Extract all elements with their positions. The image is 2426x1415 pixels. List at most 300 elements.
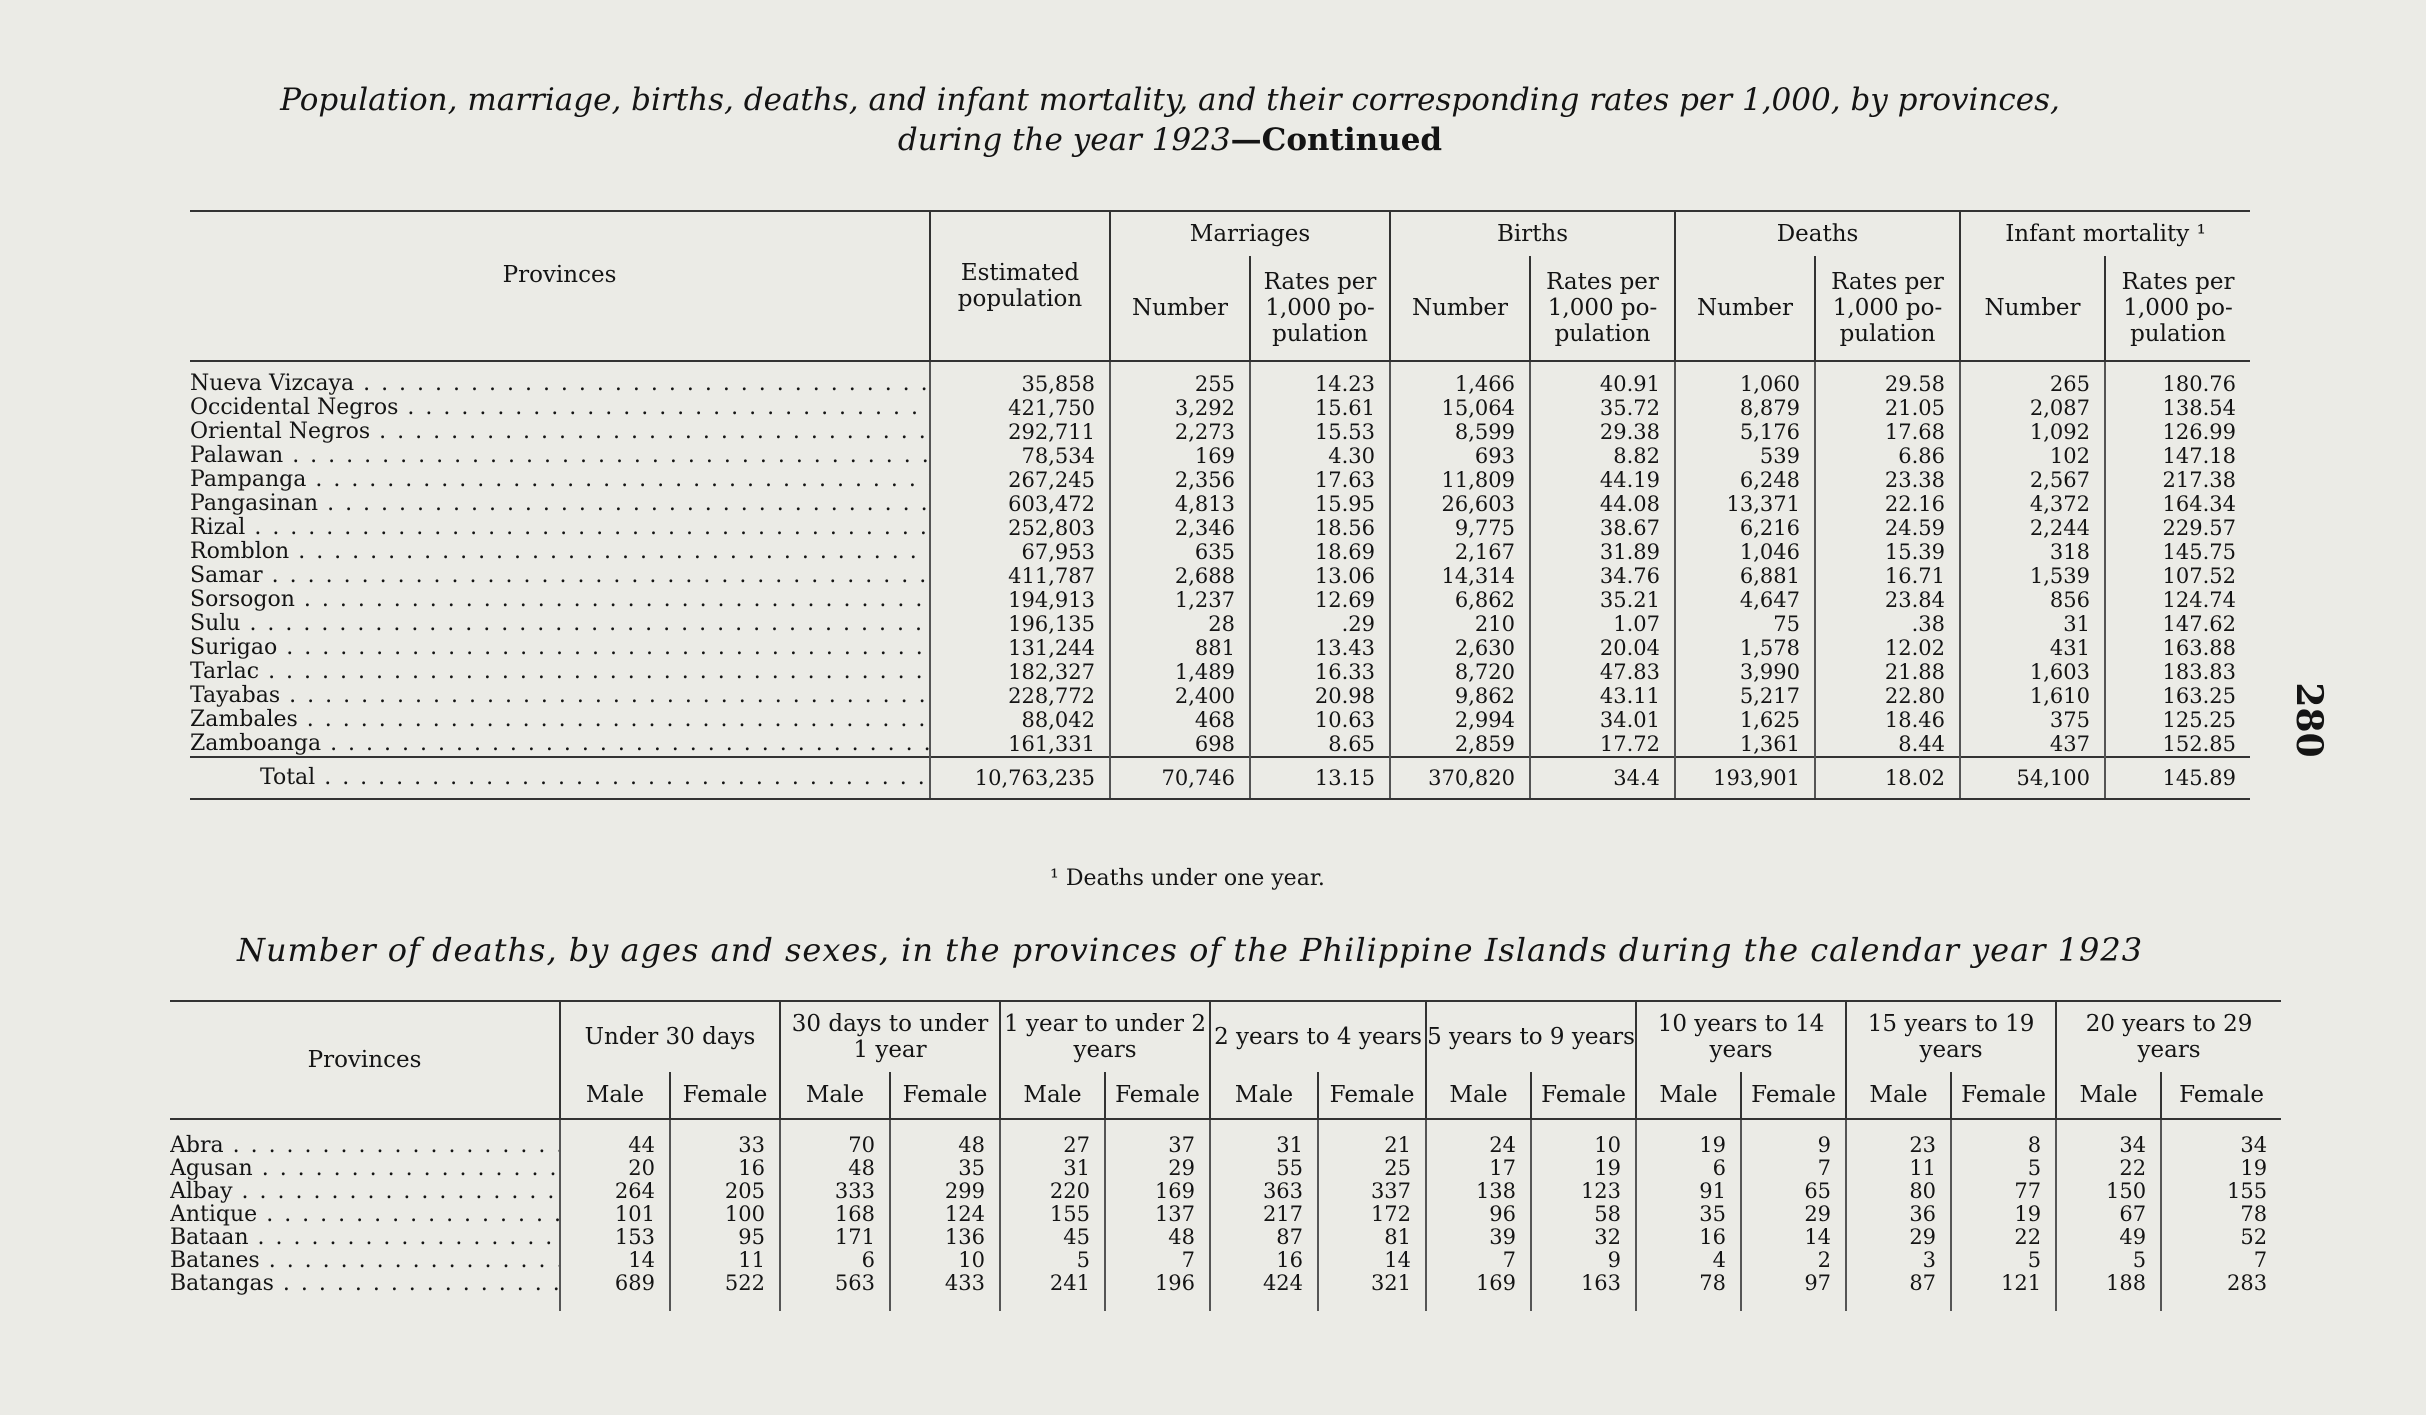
cell-infant-number: 54,100 bbox=[1960, 757, 2105, 799]
cell-births-number: 8,599 bbox=[1390, 420, 1530, 444]
cell-female: 78 bbox=[2161, 1203, 2281, 1226]
cell-births-rate: 44.19 bbox=[1530, 468, 1675, 492]
cell-marriages-rate: 17.63 bbox=[1250, 468, 1390, 492]
header-provinces: Provinces bbox=[190, 211, 930, 361]
province-name bbox=[190, 516, 930, 540]
header2-male: Male bbox=[1846, 1072, 1951, 1119]
cell-female: 433 bbox=[890, 1272, 1000, 1311]
table-row bbox=[170, 1157, 2281, 1180]
header2-male: Male bbox=[780, 1072, 890, 1119]
cell-female: 10 bbox=[1531, 1119, 1636, 1157]
cell-infant-rate: 163.25 bbox=[2105, 684, 2250, 708]
cell-births-rate: 34.01 bbox=[1530, 708, 1675, 732]
province-label: Abra . . . bbox=[170, 1133, 560, 1157]
cell-deaths-number: 6,216 bbox=[1675, 516, 1815, 540]
header-infant-mortality: Infant mortality ¹ bbox=[1960, 211, 2250, 256]
header2-male: Male bbox=[2056, 1072, 2161, 1119]
province-name bbox=[190, 588, 930, 612]
province-name bbox=[190, 361, 930, 396]
cell-marriages-number: 2,346 bbox=[1110, 516, 1250, 540]
cell-deaths-number: 6,248 bbox=[1675, 468, 1815, 492]
cell-male: 45 bbox=[1000, 1226, 1105, 1249]
cell-marriages-rate: 13.43 bbox=[1250, 636, 1390, 660]
cell-female: 37 bbox=[1105, 1119, 1210, 1157]
deaths-by-age-table bbox=[170, 1000, 2281, 1311]
cell-infant-number: 31 bbox=[1960, 612, 2105, 636]
province-name bbox=[190, 612, 930, 636]
cell-infant-rate: 145.89 bbox=[2105, 757, 2250, 799]
cell-male: 87 bbox=[1210, 1226, 1318, 1249]
cell-male: 23 bbox=[1846, 1119, 1951, 1157]
cell-births-number: 370,820 bbox=[1390, 757, 1530, 799]
cell-infant-rate: 163.88 bbox=[2105, 636, 2250, 660]
cell-marriages-number: 1,489 bbox=[1110, 660, 1250, 684]
header-infant-rate: Rates per 1,000 po- pulation bbox=[2105, 256, 2250, 361]
cell-female: 5 bbox=[1951, 1157, 2056, 1180]
cell-deaths-rate: 23.38 bbox=[1815, 468, 1960, 492]
cell-male: 17 bbox=[1426, 1157, 1531, 1180]
header2-male: Male bbox=[1210, 1072, 1318, 1119]
province-name bbox=[170, 1249, 560, 1272]
cell-female: 14 bbox=[1741, 1226, 1846, 1249]
cell-female: 522 bbox=[670, 1272, 780, 1311]
cell-male: 3 bbox=[1846, 1249, 1951, 1272]
cell-births-rate: 47.83 bbox=[1530, 660, 1675, 684]
cell-male: 44 bbox=[560, 1119, 670, 1157]
province-label: Tarlac . . . bbox=[190, 660, 930, 684]
province-label: Rizal . . . bbox=[190, 516, 930, 540]
province-label: Samar . . . bbox=[190, 564, 930, 588]
cell-female: 137 bbox=[1105, 1203, 1210, 1226]
cell-male: 36 bbox=[1846, 1203, 1951, 1226]
table-row bbox=[170, 1272, 2281, 1311]
cell-infant-rate: 164.34 bbox=[2105, 492, 2250, 516]
cell-infant-rate: 126.99 bbox=[2105, 420, 2250, 444]
province-name bbox=[170, 1119, 560, 1157]
header-marriages-number: Number bbox=[1110, 256, 1250, 361]
cell-population: 131,244 bbox=[930, 636, 1110, 660]
cell-infant-rate: 152.85 bbox=[2105, 732, 2250, 757]
table-row bbox=[190, 516, 2250, 540]
cell-deaths-number: 1,625 bbox=[1675, 708, 1815, 732]
header2-female: Female bbox=[1318, 1072, 1426, 1119]
cell-female: 121 bbox=[1951, 1272, 2056, 1311]
cell-female: 9 bbox=[1531, 1249, 1636, 1272]
cell-female: 35 bbox=[890, 1157, 1000, 1180]
header2-female: Female bbox=[890, 1072, 1000, 1119]
province-name bbox=[190, 564, 930, 588]
cell-male: 563 bbox=[780, 1272, 890, 1311]
cell-male: 4 bbox=[1636, 1249, 1741, 1272]
cell-female: 48 bbox=[890, 1119, 1000, 1157]
cell-marriages-rate: 14.23 bbox=[1250, 361, 1390, 396]
header2-female: Female bbox=[1741, 1072, 1846, 1119]
cell-male: 169 bbox=[1426, 1272, 1531, 1311]
cell-female: 19 bbox=[2161, 1157, 2281, 1180]
table-row bbox=[190, 660, 2250, 684]
header2-female: Female bbox=[1531, 1072, 1636, 1119]
province-name bbox=[190, 444, 930, 468]
cell-female: 169 bbox=[1105, 1180, 1210, 1203]
cell-births-rate: 31.89 bbox=[1530, 540, 1675, 564]
cell-male: 689 bbox=[560, 1272, 670, 1311]
cell-population: 267,245 bbox=[930, 468, 1110, 492]
table-row bbox=[170, 1249, 2281, 1272]
cell-male: 155 bbox=[1000, 1203, 1105, 1226]
cell-male: 171 bbox=[780, 1226, 890, 1249]
cell-female: 33 bbox=[670, 1119, 780, 1157]
cell-infant-number: 4,372 bbox=[1960, 492, 2105, 516]
cell-female: 65 bbox=[1741, 1180, 1846, 1203]
cell-population: 161,331 bbox=[930, 732, 1110, 757]
header-births-rate: Rates per 1,000 po- pulation bbox=[1530, 256, 1675, 361]
cell-male: 7 bbox=[1426, 1249, 1531, 1272]
cell-infant-number: 856 bbox=[1960, 588, 2105, 612]
cell-marriages-number: 4,813 bbox=[1110, 492, 1250, 516]
cell-population: 67,953 bbox=[930, 540, 1110, 564]
cell-marriages-rate: 20.98 bbox=[1250, 684, 1390, 708]
province-name bbox=[190, 660, 930, 684]
cell-female: 25 bbox=[1318, 1157, 1426, 1180]
cell-marriages-rate: 4.30 bbox=[1250, 444, 1390, 468]
cell-female: 14 bbox=[1318, 1249, 1426, 1272]
cell-infant-number: 2,567 bbox=[1960, 468, 2105, 492]
cell-infant-rate: 183.83 bbox=[2105, 660, 2250, 684]
header2-provinces: Provinces bbox=[170, 1001, 560, 1119]
cell-marriages-rate: 12.69 bbox=[1250, 588, 1390, 612]
cell-births-rate: 1.07 bbox=[1530, 612, 1675, 636]
table-row bbox=[190, 708, 2250, 732]
cell-female: 16 bbox=[670, 1157, 780, 1180]
cell-deaths-number: 1,046 bbox=[1675, 540, 1815, 564]
cell-marriages-rate: 8.65 bbox=[1250, 732, 1390, 757]
cell-female: 29 bbox=[1105, 1157, 1210, 1180]
cell-births-rate: 35.21 bbox=[1530, 588, 1675, 612]
cell-male: 91 bbox=[1636, 1180, 1741, 1203]
cell-female: 8 bbox=[1951, 1119, 2056, 1157]
province-name bbox=[190, 708, 930, 732]
cell-deaths-rate: 29.58 bbox=[1815, 361, 1960, 396]
table-row bbox=[190, 361, 2250, 396]
table1-title-year: during the year 1923 bbox=[897, 122, 1231, 158]
cell-deaths-number: 1,361 bbox=[1675, 732, 1815, 757]
table-row bbox=[190, 540, 2250, 564]
header-marriages-rate: Rates per 1,000 po- pulation bbox=[1250, 256, 1390, 361]
cell-marriages-number: 2,400 bbox=[1110, 684, 1250, 708]
header2-age-group: 5 years to 9 years bbox=[1426, 1001, 1636, 1072]
province-label: Batanes . . . bbox=[170, 1249, 560, 1272]
province-label: Pampanga . . . bbox=[190, 468, 930, 492]
table-row bbox=[190, 612, 2250, 636]
cell-male: 87 bbox=[1846, 1272, 1951, 1311]
cell-female: 123 bbox=[1531, 1180, 1636, 1203]
cell-deaths-number: 1,578 bbox=[1675, 636, 1815, 660]
table-row bbox=[190, 420, 2250, 444]
cell-deaths-rate: 6.86 bbox=[1815, 444, 1960, 468]
cell-female: 19 bbox=[1531, 1157, 1636, 1180]
cell-infant-number: 2,244 bbox=[1960, 516, 2105, 540]
cell-deaths-number: 4,647 bbox=[1675, 588, 1815, 612]
province-label: Tayabas . . . bbox=[190, 684, 930, 708]
cell-marriages-rate: 15.53 bbox=[1250, 420, 1390, 444]
cell-female: 95 bbox=[670, 1226, 780, 1249]
cell-deaths-rate: 18.02 bbox=[1815, 757, 1960, 799]
cell-female: 5 bbox=[1951, 1249, 2056, 1272]
cell-population: 421,750 bbox=[930, 396, 1110, 420]
province-name bbox=[170, 1157, 560, 1180]
province-label: Bataan . . . bbox=[170, 1226, 560, 1249]
cell-male: 55 bbox=[1210, 1157, 1318, 1180]
cell-marriages-rate: 16.33 bbox=[1250, 660, 1390, 684]
cell-marriages-number: 2,273 bbox=[1110, 420, 1250, 444]
header2-male: Male bbox=[1636, 1072, 1741, 1119]
cell-female: 155 bbox=[2161, 1180, 2281, 1203]
cell-male: 16 bbox=[1210, 1249, 1318, 1272]
table-row bbox=[190, 492, 2250, 516]
cell-births-number: 210 bbox=[1390, 612, 1530, 636]
cell-infant-number: 318 bbox=[1960, 540, 2105, 564]
cell-marriages-rate: 13.06 bbox=[1250, 564, 1390, 588]
cell-female: 136 bbox=[890, 1226, 1000, 1249]
cell-marriages-number: 2,688 bbox=[1110, 564, 1250, 588]
cell-male: 6 bbox=[780, 1249, 890, 1272]
header2-age-group: 30 days to under 1 year bbox=[780, 1001, 1000, 1072]
cell-deaths-rate: 23.84 bbox=[1815, 588, 1960, 612]
province-label: Sulu . . . bbox=[190, 612, 930, 636]
table1-title-continued: —Continued bbox=[1230, 122, 1443, 158]
cell-male: 11 bbox=[1846, 1157, 1951, 1180]
table-row bbox=[170, 1119, 2281, 1157]
cell-marriages-rate: 15.95 bbox=[1250, 492, 1390, 516]
cell-male: 31 bbox=[1210, 1119, 1318, 1157]
province-name bbox=[190, 757, 930, 799]
cell-female: 9 bbox=[1741, 1119, 1846, 1157]
table2-title: Number of deaths, by ages and sexes, in the provinces of the Philippine Islands during the calendar year 1923 bbox=[236, 931, 2144, 969]
cell-marriages-rate: .29 bbox=[1250, 612, 1390, 636]
cell-male: 101 bbox=[560, 1203, 670, 1226]
cell-infant-number: 375 bbox=[1960, 708, 2105, 732]
cell-male: 80 bbox=[1846, 1180, 1951, 1203]
cell-infant-rate: 229.57 bbox=[2105, 516, 2250, 540]
cell-marriages-number: 169 bbox=[1110, 444, 1250, 468]
province-name bbox=[190, 636, 930, 660]
cell-marriages-rate: 15.61 bbox=[1250, 396, 1390, 420]
cell-births-number: 693 bbox=[1390, 444, 1530, 468]
cell-deaths-rate: 18.46 bbox=[1815, 708, 1960, 732]
cell-male: 96 bbox=[1426, 1203, 1531, 1226]
table-row bbox=[190, 732, 2250, 757]
header2-female: Female bbox=[1951, 1072, 2056, 1119]
header2-male: Male bbox=[1000, 1072, 1105, 1119]
cell-births-rate: 17.72 bbox=[1530, 732, 1675, 757]
header-deaths-number: Number bbox=[1675, 256, 1815, 361]
cell-female: 100 bbox=[670, 1203, 780, 1226]
cell-population: 292,711 bbox=[930, 420, 1110, 444]
province-name bbox=[170, 1203, 560, 1226]
cell-infant-number: 431 bbox=[1960, 636, 2105, 660]
cell-female: 97 bbox=[1741, 1272, 1846, 1311]
cell-female: 124 bbox=[890, 1203, 1000, 1226]
cell-male: 138 bbox=[1426, 1180, 1531, 1203]
cell-deaths-rate: .38 bbox=[1815, 612, 1960, 636]
cell-female: 7 bbox=[2161, 1249, 2281, 1272]
cell-deaths-number: 193,901 bbox=[1675, 757, 1815, 799]
header-births-number: Number bbox=[1390, 256, 1530, 361]
cell-female: 337 bbox=[1318, 1180, 1426, 1203]
cell-female: 19 bbox=[1951, 1203, 2056, 1226]
province-label: Palawan . . . bbox=[190, 444, 930, 468]
cell-births-rate: 35.72 bbox=[1530, 396, 1675, 420]
cell-deaths-number: 1,060 bbox=[1675, 361, 1815, 396]
table-row bbox=[170, 1203, 2281, 1226]
cell-infant-rate: 125.25 bbox=[2105, 708, 2250, 732]
cell-female: 321 bbox=[1318, 1272, 1426, 1311]
cell-deaths-rate: 21.05 bbox=[1815, 396, 1960, 420]
cell-male: 217 bbox=[1210, 1203, 1318, 1226]
cell-female: 11 bbox=[670, 1249, 780, 1272]
cell-births-number: 14,314 bbox=[1390, 564, 1530, 588]
cell-deaths-rate: 22.80 bbox=[1815, 684, 1960, 708]
province-label: Pangasinan . . . bbox=[190, 492, 930, 516]
cell-population: 35,858 bbox=[930, 361, 1110, 396]
cell-deaths-rate: 17.68 bbox=[1815, 420, 1960, 444]
cell-births-number: 2,994 bbox=[1390, 708, 1530, 732]
cell-marriages-number: 3,292 bbox=[1110, 396, 1250, 420]
table-row bbox=[190, 564, 2250, 588]
cell-population: 252,803 bbox=[930, 516, 1110, 540]
province-label: Zambales . . . bbox=[190, 708, 930, 732]
cell-infant-rate: 147.18 bbox=[2105, 444, 2250, 468]
cell-female: 7 bbox=[1105, 1249, 1210, 1272]
cell-male: 333 bbox=[780, 1180, 890, 1203]
table-row bbox=[190, 444, 2250, 468]
cell-marriages-rate: 10.63 bbox=[1250, 708, 1390, 732]
header2-age-group: 10 years to 14 years bbox=[1636, 1001, 1846, 1072]
table1-title-line2 bbox=[180, 120, 2160, 160]
cell-infant-number: 2,087 bbox=[1960, 396, 2105, 420]
table-row bbox=[170, 1226, 2281, 1249]
province-name bbox=[170, 1272, 560, 1311]
cell-female: 29 bbox=[1741, 1203, 1846, 1226]
cell-male: 67 bbox=[2056, 1203, 2161, 1226]
header2-age-group: 15 years to 19 years bbox=[1846, 1001, 2056, 1072]
province-name bbox=[190, 684, 930, 708]
table-row bbox=[190, 396, 2250, 420]
cell-marriages-number: 70,746 bbox=[1110, 757, 1250, 799]
header-marriages: Marriages bbox=[1110, 211, 1390, 256]
cell-births-number: 2,859 bbox=[1390, 732, 1530, 757]
cell-deaths-number: 539 bbox=[1675, 444, 1815, 468]
cell-male: 6 bbox=[1636, 1157, 1741, 1180]
province-label: Occidental Negros . . . bbox=[190, 396, 930, 420]
cell-infant-number: 102 bbox=[1960, 444, 2105, 468]
cell-births-rate: 43.11 bbox=[1530, 684, 1675, 708]
cell-births-rate: 44.08 bbox=[1530, 492, 1675, 516]
cell-female: 77 bbox=[1951, 1180, 2056, 1203]
header-infant-number: Number bbox=[1960, 256, 2105, 361]
cell-infant-number: 1,092 bbox=[1960, 420, 2105, 444]
header2-female: Female bbox=[670, 1072, 780, 1119]
cell-deaths-rate: 22.16 bbox=[1815, 492, 1960, 516]
cell-male: 22 bbox=[2056, 1157, 2161, 1180]
cell-female: 81 bbox=[1318, 1226, 1426, 1249]
cell-deaths-rate: 16.71 bbox=[1815, 564, 1960, 588]
cell-population: 78,534 bbox=[930, 444, 1110, 468]
cell-deaths-number: 3,990 bbox=[1675, 660, 1815, 684]
cell-marriages-number: 468 bbox=[1110, 708, 1250, 732]
cell-female: 21 bbox=[1318, 1119, 1426, 1157]
cell-male: 70 bbox=[780, 1119, 890, 1157]
header2-age-group: 2 years to 4 years bbox=[1210, 1001, 1426, 1072]
cell-infant-number: 1,610 bbox=[1960, 684, 2105, 708]
cell-female: 58 bbox=[1531, 1203, 1636, 1226]
cell-male: 31 bbox=[1000, 1157, 1105, 1180]
cell-births-number: 15,064 bbox=[1390, 396, 1530, 420]
cell-male: 48 bbox=[780, 1157, 890, 1180]
cell-male: 14 bbox=[560, 1249, 670, 1272]
cell-female: 205 bbox=[670, 1180, 780, 1203]
cell-female: 299 bbox=[890, 1180, 1000, 1203]
cell-population: 228,772 bbox=[930, 684, 1110, 708]
province-label: Albay . . . bbox=[170, 1180, 560, 1203]
cell-male: 264 bbox=[560, 1180, 670, 1203]
cell-female: 34 bbox=[2161, 1119, 2281, 1157]
total-row bbox=[190, 757, 2250, 799]
cell-marriages-rate: 18.69 bbox=[1250, 540, 1390, 564]
cell-marriages-number: 28 bbox=[1110, 612, 1250, 636]
cell-female: 52 bbox=[2161, 1226, 2281, 1249]
province-name bbox=[190, 420, 930, 444]
cell-male: 34 bbox=[2056, 1119, 2161, 1157]
cell-births-rate: 38.67 bbox=[1530, 516, 1675, 540]
cell-male: 19 bbox=[1636, 1119, 1741, 1157]
cell-deaths-number: 5,176 bbox=[1675, 420, 1815, 444]
cell-deaths-number: 6,881 bbox=[1675, 564, 1815, 588]
table-row bbox=[190, 468, 2250, 492]
cell-male: 16 bbox=[1636, 1226, 1741, 1249]
cell-births-number: 1,466 bbox=[1390, 361, 1530, 396]
cell-infant-rate: 138.54 bbox=[2105, 396, 2250, 420]
cell-male: 27 bbox=[1000, 1119, 1105, 1157]
cell-births-rate: 34.76 bbox=[1530, 564, 1675, 588]
table-row bbox=[190, 588, 2250, 612]
cell-deaths-rate: 8.44 bbox=[1815, 732, 1960, 757]
cell-female: 7 bbox=[1741, 1157, 1846, 1180]
province-label: Antique . . . bbox=[170, 1203, 560, 1226]
province-name bbox=[170, 1180, 560, 1203]
cell-male: 5 bbox=[2056, 1249, 2161, 1272]
cell-marriages-number: 881 bbox=[1110, 636, 1250, 660]
footnote: ¹ Deaths under one year. bbox=[1050, 866, 1325, 891]
cell-marriages-number: 698 bbox=[1110, 732, 1250, 757]
cell-female: 2 bbox=[1741, 1249, 1846, 1272]
cell-infant-rate: 107.52 bbox=[2105, 564, 2250, 588]
cell-female: 22 bbox=[1951, 1226, 2056, 1249]
cell-infant-number: 1,539 bbox=[1960, 564, 2105, 588]
cell-deaths-rate: 12.02 bbox=[1815, 636, 1960, 660]
cell-infant-rate: 147.62 bbox=[2105, 612, 2250, 636]
cell-population: 182,327 bbox=[930, 660, 1110, 684]
cell-male: 241 bbox=[1000, 1272, 1105, 1311]
header2-male: Male bbox=[1426, 1072, 1531, 1119]
province-label: Sorsogon . . . bbox=[190, 588, 930, 612]
header-estimated-population: Estimated population bbox=[930, 211, 1110, 361]
cell-deaths-number: 13,371 bbox=[1675, 492, 1815, 516]
header-deaths-rate: Rates per 1,000 po- pulation bbox=[1815, 256, 1960, 361]
cell-births-number: 2,630 bbox=[1390, 636, 1530, 660]
cell-female: 48 bbox=[1105, 1226, 1210, 1249]
province-name bbox=[190, 732, 930, 757]
